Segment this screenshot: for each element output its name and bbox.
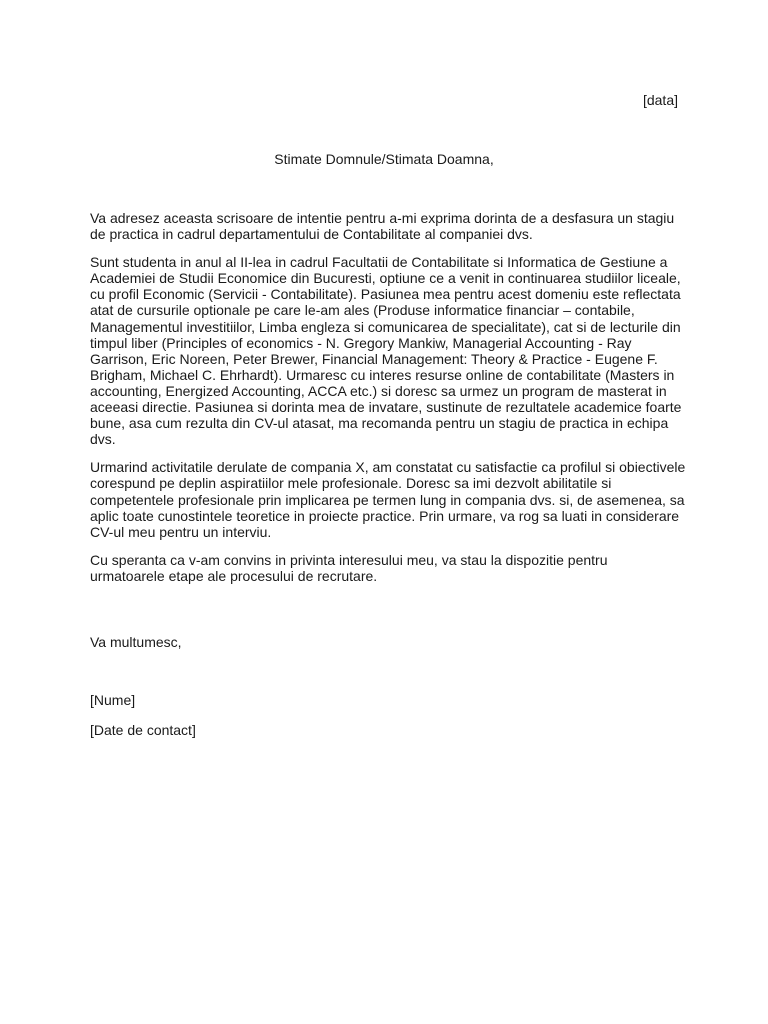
letter-salutation: Stimate Domnule/Stimata Doamna, xyxy=(274,151,494,167)
paragraph-line: bune, asa cum rezulta din CV-ul atasat, ma recomanda pentru un stagiu de practica in echipa xyxy=(90,415,669,432)
paragraph-line: Sunt studenta in anul al II-lea in cadrul Facultatii de Contabilitate si Informatica de Gestiune a xyxy=(90,254,668,271)
paragraph-line: Cu speranta ca v-am convins in privinta interesului meu, va stau la dispozitie pentru xyxy=(90,551,608,568)
paragraph-line: urmatoarele etape ale procesului de recrutare. xyxy=(90,567,378,584)
paragraph-line: de practica in cadrul departamentului de Contabilitate al companiei dvs. xyxy=(90,226,533,243)
paragraph-line: timpul liber (Principles of economics - N. Gregory Mankiw, Managerial Accounting - Ray xyxy=(90,334,632,351)
paragraph-conclusion xyxy=(90,552,690,584)
paragraph-line: Academiei de Studii Economice din Bucuresti, optiune ce a venit in continuarea studiilor liceale, xyxy=(90,270,681,287)
paragraph-line: cu profil Economic (Servicii - Contabilitate). Pasiunea mea pentru acest domeniu este reflectata xyxy=(90,286,681,303)
paragraph-line: Urmarind activitatile derulate de compania X, am constatat cu satisfactie ca profilul si obiectivele xyxy=(90,459,686,476)
letter-date: [data] xyxy=(642,92,678,108)
paragraph-line: Va adresez aceasta scrisoare de intentie pentru a-mi exprima dorinta de a desfasura un stagiu xyxy=(90,210,675,226)
paragraph-line: dvs. xyxy=(90,431,116,448)
paragraph-line: Managementul investitiilor, Limba engleza si comunicarea de specialitate), cat si de lecturile din xyxy=(90,318,681,335)
paragraph-line: aplic toate cunostintele teoretice in proiecte practice. Prin urmare, va rog sa luati in considerare xyxy=(90,507,680,524)
paragraph-line: atat de cursurile optionale pe care le-am ales (Produse informatice financiar – contabile, xyxy=(90,302,635,319)
paragraph-line: corespund pe deplin aspiratiilor mele profesionale. Doresc sa imi dezvolt abilitatile si xyxy=(90,475,612,492)
letter-closing: Va multumesc, xyxy=(90,634,182,650)
letter-body xyxy=(90,210,690,596)
signature-contact: [Date de contact] xyxy=(90,722,196,738)
paragraph-line: accounting, Energized Accounting, ACCA etc.) si doresc sa urmez un program de masterat in xyxy=(90,382,667,399)
paragraph-motivation xyxy=(90,459,690,539)
paragraph-line: competentele profesionale prin implicarea pe termen lung in compania dvs. si, de asemenea, sa xyxy=(90,491,685,508)
paragraph-line: CV-ul meu pentru un interviu. xyxy=(90,523,272,540)
paragraph-background xyxy=(90,254,690,447)
paragraph-line: Garrison, Eric Noreen, Peter Brewer, Financial Management: Theory & Practice - Eugene F. xyxy=(90,350,658,367)
signature-name: [Nume] xyxy=(90,692,136,708)
paragraph-line: Brigham, Michael C. Ehrhardt). Urmaresc cu interes resurse online de contabilitate (Masters in xyxy=(90,366,675,383)
paragraph-intro xyxy=(90,210,690,242)
paragraph-line: aceeasi directie. Pasiunea si dorinta mea de invatare, sustinute de rezultatele academice foarte xyxy=(90,399,682,416)
